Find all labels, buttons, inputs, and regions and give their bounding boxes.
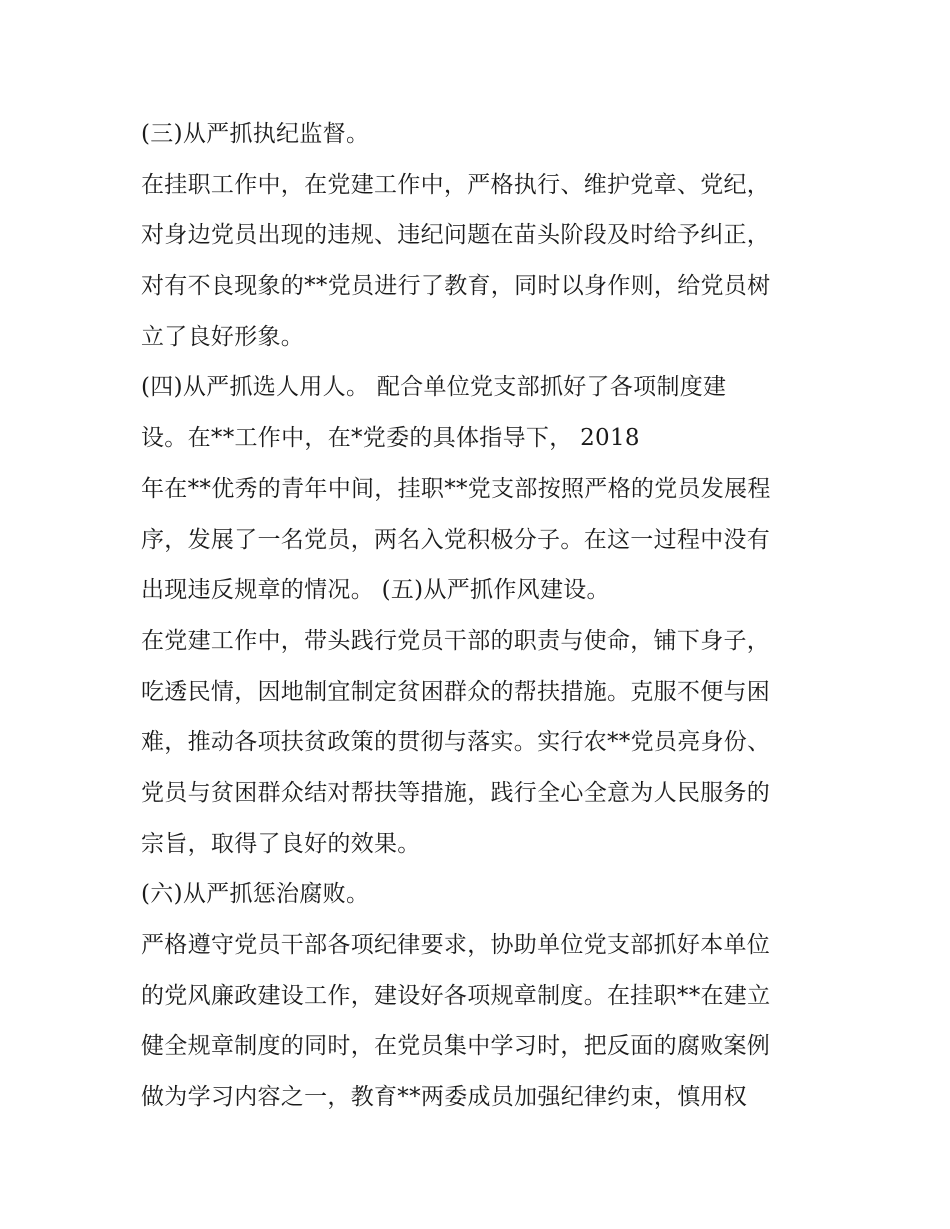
- text-line: 严格遵守党员干部各项纪律要求，协助单位党支部抓好本单位: [141, 932, 771, 958]
- text-line: 在挂职工作中，在党建工作中，严格执行、维护党章、党纪，: [141, 171, 771, 198]
- text-line: 立了良好形象。: [141, 323, 305, 350]
- section-heading-6: (六)从严抓惩治腐败。: [141, 881, 370, 908]
- document-body: [141, 109, 821, 1123]
- section-heading-3: (三)从严抓执纪监督。: [141, 121, 370, 147]
- text-line: 党员与贫困群众结对帮扶等措施，践行全心全意为人民服务的: [141, 779, 771, 806]
- text-line: 健全规章制度的同时，在党员集中学习时，把反面的腐败案例: [141, 1033, 771, 1060]
- text-line: 难，推动各项扶贫政策的贯彻与落实。实行农**党员亮身份、: [141, 729, 771, 756]
- text-line: 出现违反规章的情况。 (五)从严抓作风建设。: [141, 577, 610, 604]
- text-line: 宗旨，取得了良好的效果。: [141, 830, 421, 857]
- text-line: 对有不良现象的**党员进行了教育，同时以身作则，给党员树: [141, 273, 771, 300]
- text-line: 对身边党员出现的违规、违纪问题在苗头阶段及时给予纠正，: [141, 222, 771, 249]
- text-line: 做为学习内容之一，教育**两委成员加强纪律约束，慎用权: [141, 1084, 748, 1111]
- section-heading-4: (四)从严抓选人用人。 配合单位党支部抓好了各项制度建: [141, 374, 727, 401]
- text-line: 序，发展了一名党员，两名入党积极分子。在这一过程中没有: [141, 526, 771, 553]
- text-line: 在党建工作中，带头践行党员干部的职责与使命，铺下身子，: [141, 627, 771, 654]
- text-line: 的党风廉政建设工作，建设好各项规章制度。在挂职**在建立: [141, 982, 771, 1009]
- text-line: 吃透民情，因地制宜制定贫困群众的帮扶措施。克服不便与困: [141, 678, 771, 705]
- text-line: 年在**优秀的青年中间，挂职**党支部按照严格的党员发展程: [141, 475, 771, 502]
- text-line: 设。在**工作中，在*党委的具体指导下， 2018: [141, 425, 640, 452]
